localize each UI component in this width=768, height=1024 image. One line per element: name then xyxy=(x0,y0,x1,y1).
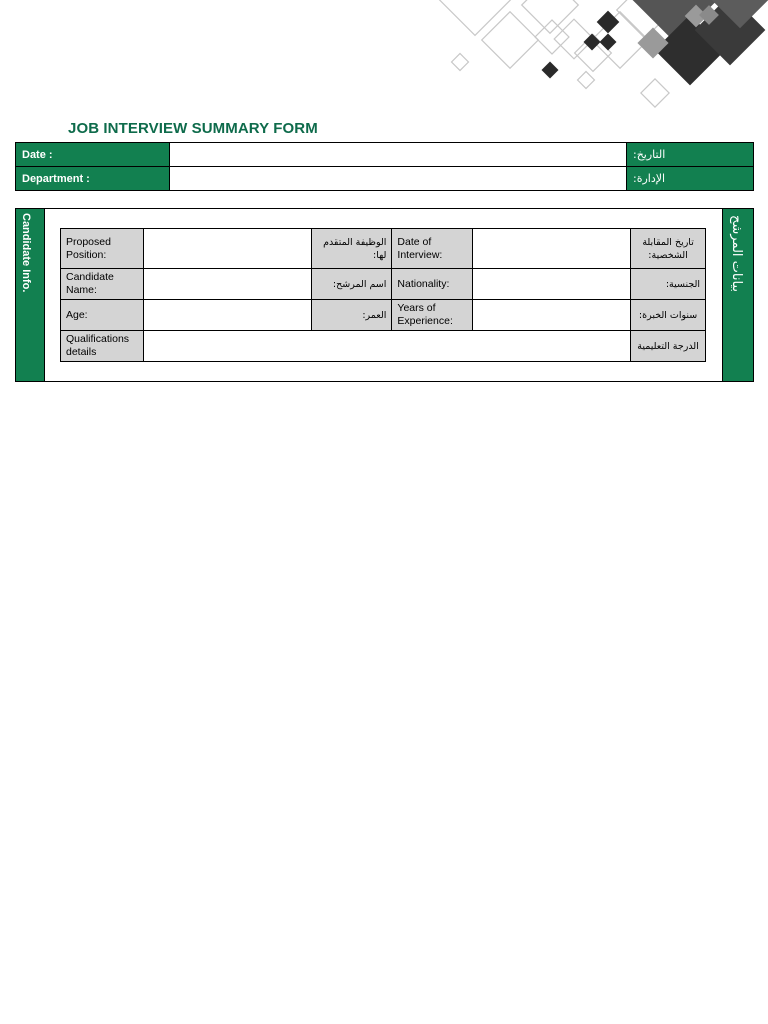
years-of-experience-label-ar: سنوات الخبرة: xyxy=(631,300,706,331)
date-row xyxy=(16,143,754,167)
form-title: JOB INTERVIEW SUMMARY FORM xyxy=(68,120,318,137)
candidate-name-label-ar: اسم المرشح: xyxy=(311,269,392,300)
side-label-ar: بيانات المرشح xyxy=(729,215,744,292)
date-of-interview-label: Date of Interview: xyxy=(392,229,473,269)
age-field[interactable] xyxy=(143,300,311,331)
years-of-experience-field[interactable] xyxy=(473,300,631,331)
side-label-en: Candidate Info. xyxy=(20,213,32,293)
department-label-ar: الإدارة: xyxy=(627,167,754,191)
decorative-diamond-pattern xyxy=(420,0,768,110)
date-of-interview-label-ar: تاريخ المقابلة الشخصية: xyxy=(631,229,706,269)
qualifications-label-ar: الدرجة التعليمية xyxy=(631,331,706,362)
proposed-position-label-ar: الوظيفة المتقدم لها: xyxy=(311,229,392,269)
table-row xyxy=(61,229,706,269)
proposed-position-field[interactable] xyxy=(143,229,311,269)
table-row xyxy=(61,269,706,300)
date-label-ar: التاريخ: xyxy=(627,143,754,167)
proposed-position-label: Proposed Position: xyxy=(61,229,144,269)
date-field[interactable] xyxy=(170,143,627,167)
qualifications-label: Qualifications details xyxy=(61,331,144,362)
age-label: Age: xyxy=(61,300,144,331)
candidate-info-section xyxy=(15,208,754,382)
header-table xyxy=(15,142,754,191)
department-row xyxy=(16,167,754,191)
date-label: Date : xyxy=(16,143,170,167)
table-row xyxy=(61,300,706,331)
nationality-label: Nationality: xyxy=(392,269,473,300)
table-row xyxy=(61,331,706,362)
department-field[interactable] xyxy=(170,167,627,191)
date-of-interview-field[interactable] xyxy=(473,229,631,269)
candidate-name-label: Candidate Name: xyxy=(61,269,144,300)
years-of-experience-label: Years of Experience: xyxy=(392,300,473,331)
candidate-info-table xyxy=(60,228,706,362)
nationality-label-ar: الجنسية: xyxy=(631,269,706,300)
candidate-info-side-label xyxy=(16,209,45,381)
candidate-name-field[interactable] xyxy=(143,269,311,300)
nationality-field[interactable] xyxy=(473,269,631,300)
qualifications-field[interactable] xyxy=(143,331,630,362)
age-label-ar: العمر: xyxy=(311,300,392,331)
department-label: Department : xyxy=(16,167,170,191)
candidate-info-side-label-ar xyxy=(722,209,753,381)
